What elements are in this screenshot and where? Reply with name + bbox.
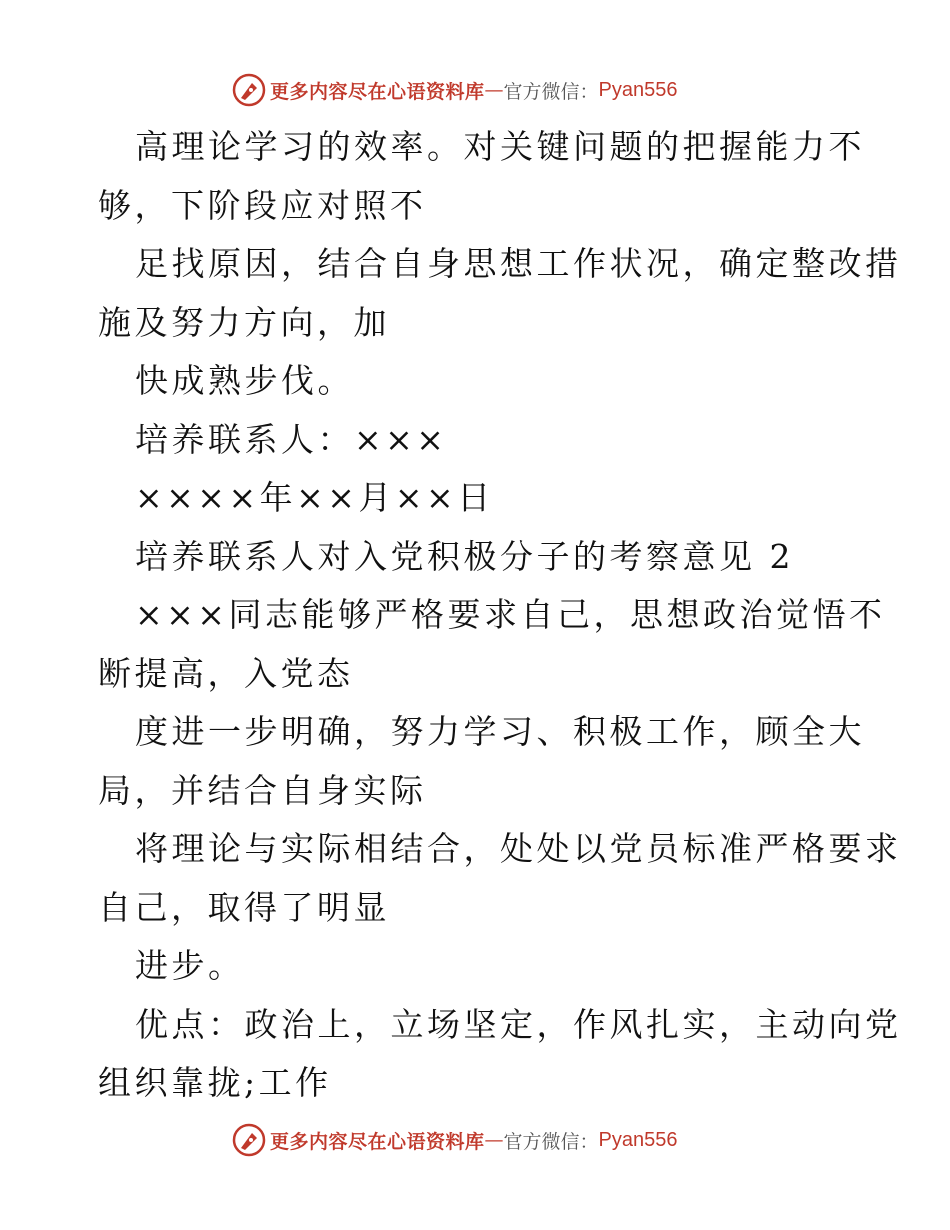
text-line: 足找原因，结合自身思想工作状况，确定整改措 [135,244,902,283]
text-line: 培养联系人：××× [135,419,448,459]
pen-nib-logo-icon [232,1123,266,1157]
text-line: 将理论与实际相结合，处处以党员标准严格要求 [135,829,902,868]
watermark-wechat-label: 官方微信： [503,1130,599,1153]
watermark-separator: — [484,1129,504,1151]
watermark-main-text: 更多内容尽在心语资料库 [270,80,485,103]
text-line: 高理论学习的效率。对关键问题的把握能力不 [135,127,865,166]
watermark-wechat-label: 官方微信： [503,80,599,103]
footer-watermark [232,1120,678,1160]
text-line: 断提高，入党态 [98,653,354,693]
text-line: 度进一步明确，努力学习、积极工作，顾全大 [135,712,865,751]
text-line: 自己，取得了明显 [98,887,390,927]
text-line: 组织靠拢;工作 [98,1063,332,1102]
text-line: ××××年××月××日 [135,478,494,517]
text-line: 局，并结合自身实际 [98,770,427,810]
text-line: 优点：政治上，立场坚定，作风扎实，主动向党 [135,1004,902,1044]
watermark-wechat-id: Pyan556 [598,1128,678,1151]
document-body [98,118,902,1113]
text-line: 够，下阶段应对照不 [98,185,427,225]
text-line: 培养联系人对入党积极分子的考察意见 2 [135,536,794,576]
watermark-main-text: 更多内容尽在心语资料库 [270,1130,485,1153]
watermark-separator: — [484,79,504,101]
text-line: 进步。 [135,946,245,985]
pen-nib-logo-icon [232,73,266,107]
watermark-wechat-id: Pyan556 [598,78,678,101]
text-line: 施及努力方向，加 [98,302,390,342]
header-watermark [232,70,678,110]
text-line: ×××同志能够严格要求自己，思想政治觉悟不 [135,595,886,634]
text-line: 快成熟步伐。 [135,361,354,400]
